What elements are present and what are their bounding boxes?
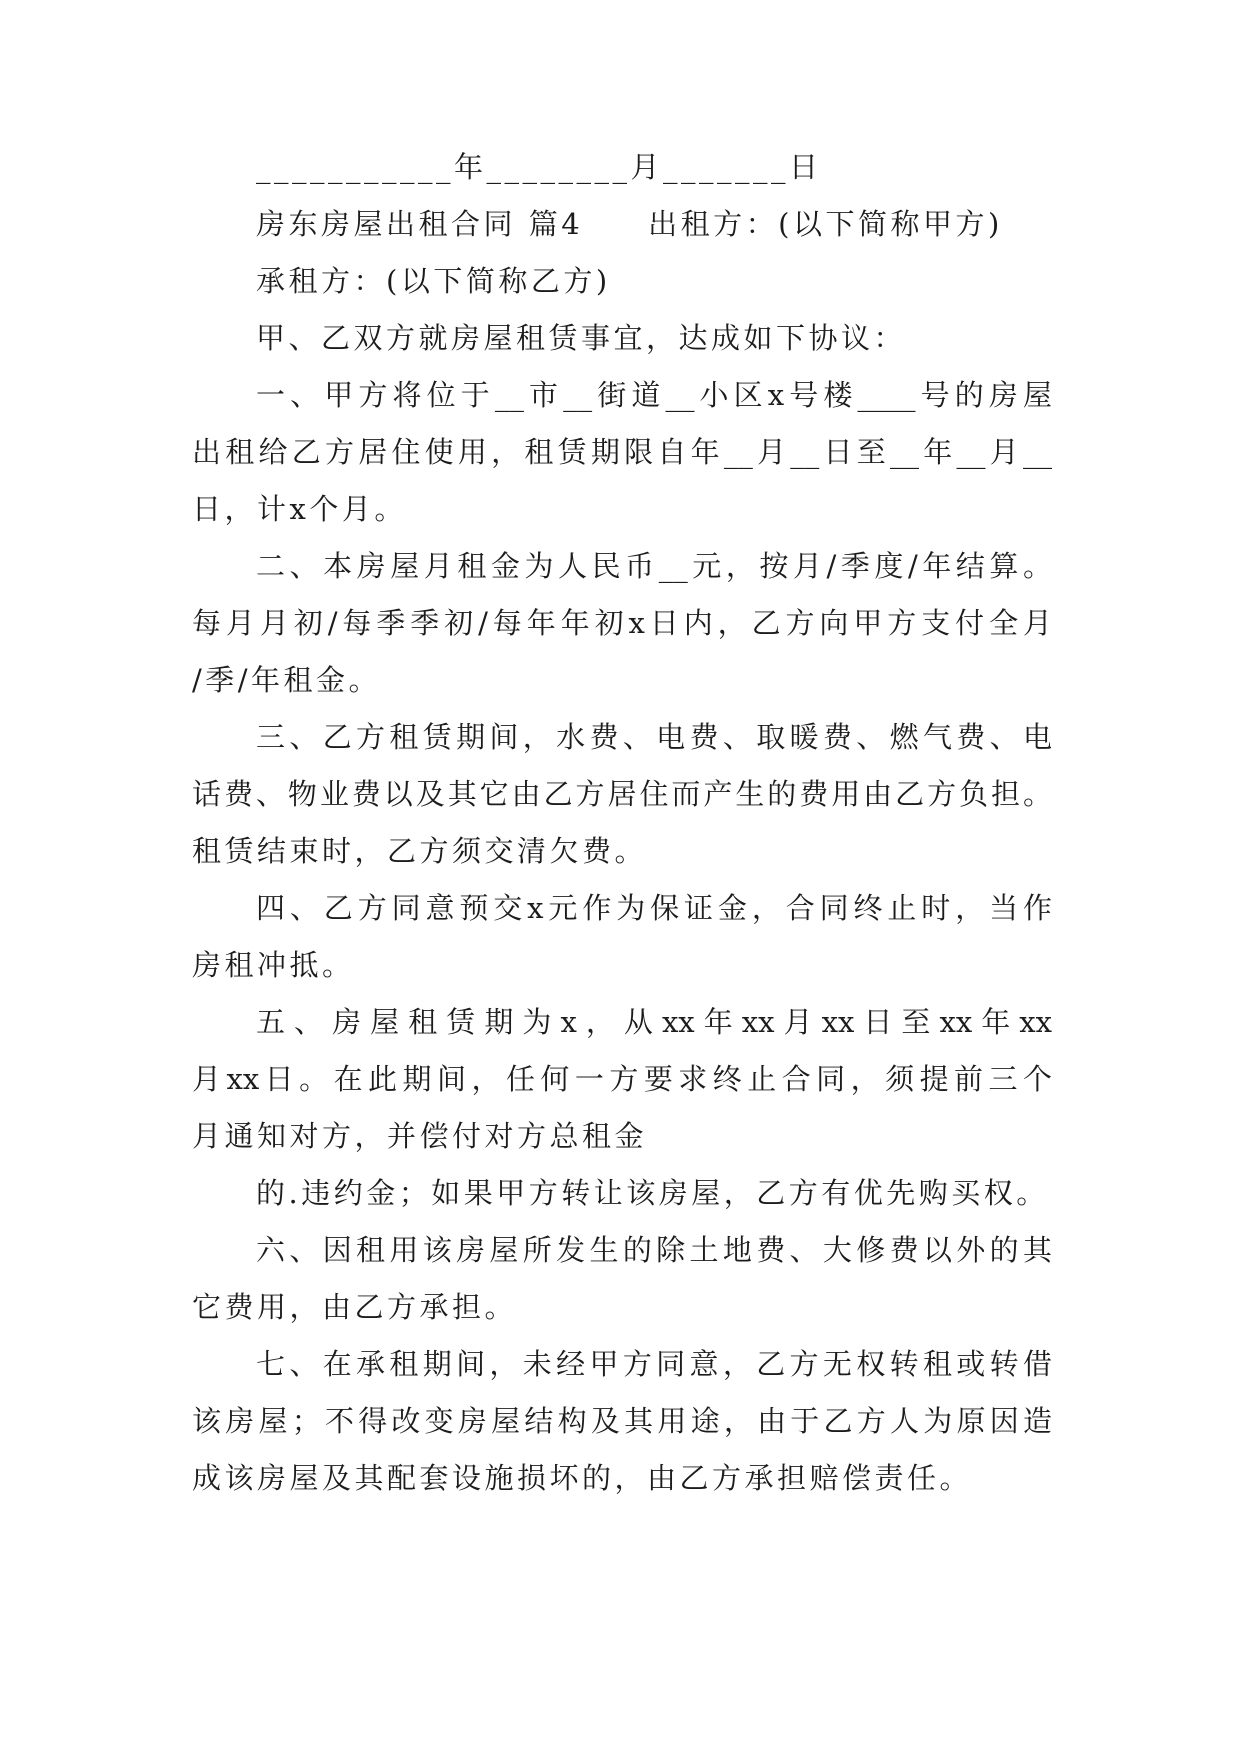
contract-title-line: 房东房屋出租合同 篇4 出租方：(以下简称甲方): [256, 207, 1003, 241]
clause-7-line-1: 七、在承租期间，未经甲方同意，乙方无权转租或转借: [256, 1347, 1052, 1381]
clause-7-line-3: 成该房屋及其配套设施损坏的，由乙方承担赔偿责任。: [192, 1461, 973, 1495]
clause-5-line-1: 五、房屋租赁期为x，从xx年xx月xx日至xx年xx: [256, 1005, 1052, 1039]
clause-2-line-1: 二、本房屋月租金为人民币__元，按月/季度/年结算。: [256, 549, 1052, 583]
clause-5-line-2: 月xx日。在此期间，任何一方要求终止合同，须提前三个: [192, 1062, 1052, 1096]
agreement-intro: 甲、乙双方就房屋租赁事宜，达成如下协议：: [256, 321, 907, 355]
clause-3-line-2: 话费、物业费以及其它由乙方居住而产生的费用由乙方负担。: [192, 777, 1052, 811]
clause-6-line-1: 六、因租用该房屋所发生的除土地费、大修费以外的其: [256, 1233, 1052, 1267]
clause-1-line-2: 出租给乙方居住使用，租赁期限自年__月__日至__年__月__: [192, 435, 1052, 469]
lessee-line: 承租方：(以下简称乙方): [256, 264, 611, 298]
clause-6-line-2: 它费用，由乙方承担。: [192, 1290, 518, 1324]
clause-2-line-3: /季/年租金。: [192, 663, 382, 697]
clause-2-line-2: 每月月初/每季季初/每年年初x日内，乙方向甲方支付全月: [192, 606, 1052, 640]
clause-5-line-4: 的.违约金；如果甲方转让该房屋，乙方有优先购买权。: [256, 1176, 1049, 1210]
clause-1-line-1: 一、甲方将位于__市__街道__小区x号楼____号的房屋: [256, 378, 1052, 412]
clause-7-line-2: 该房屋；不得改变房屋结构及其用途，由于乙方人为原因造: [192, 1404, 1052, 1438]
date-line: ___________年________月_______日: [256, 150, 822, 184]
clause-3-line-3: 租赁结束时，乙方须交清欠费。: [192, 834, 648, 868]
clause-5-line-3: 月通知对方，并偿付对方总租金: [192, 1119, 648, 1153]
clause-1-line-3: 日，计x个月。: [192, 492, 407, 526]
clause-4-line-2: 房租冲抵。: [192, 948, 355, 982]
clause-3-line-1: 三、乙方租赁期间，水费、电费、取暖费、燃气费、电: [256, 720, 1052, 754]
clause-4-line-1: 四、乙方同意预交x元作为保证金，合同终止时，当作: [256, 891, 1052, 925]
